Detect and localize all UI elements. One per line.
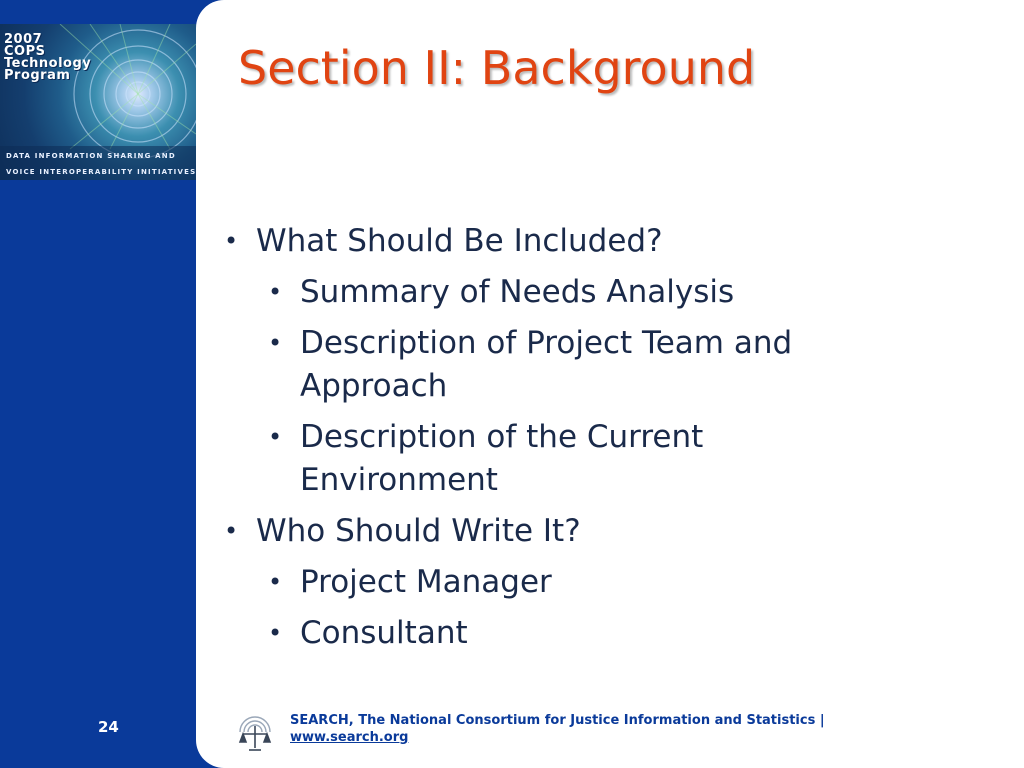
logo-line-program: Program [4, 68, 71, 83]
footer-website-link[interactable]: www.search.org [290, 730, 409, 745]
bullet-icon: • [224, 517, 239, 545]
sub-bullet-text: Summary of Needs Analysis [300, 274, 735, 310]
bullet-item [216, 510, 906, 553]
sub-bullet-item [216, 416, 906, 502]
sub-bullet-text: Project Manager [300, 564, 552, 600]
bullet-icon: • [268, 329, 283, 357]
sub-bullet-item [216, 322, 906, 408]
sidebar [0, 0, 196, 768]
program-logo [0, 24, 196, 180]
sub-bullet-item [216, 612, 906, 655]
scales-of-justice-icon [236, 712, 274, 754]
sub-bullet-text: Description of Project Team and Approach [300, 325, 793, 404]
logo-line-cops: COPS [4, 44, 46, 59]
logo-line-year: 2007 [4, 32, 43, 47]
logo-title [4, 34, 91, 82]
logo-tagline-2: VOICE INTEROPERABILITY INITIATIVES [6, 168, 196, 176]
page-number: 24 [98, 718, 119, 736]
bullet-text: Who Should Write It? [256, 513, 581, 549]
footer-credit [290, 712, 825, 746]
content-panel [196, 0, 1024, 768]
bullet-icon: • [268, 568, 283, 596]
bullet-icon: • [268, 278, 283, 306]
sub-bullet-text: Description of the Current Environment [300, 419, 704, 498]
bullet-list [216, 220, 906, 663]
sub-bullet-item [216, 561, 906, 604]
bullet-item [216, 220, 906, 263]
sub-bullet-item [216, 271, 906, 314]
logo-line-technology: Technology [4, 56, 92, 71]
bullet-icon: • [268, 619, 283, 647]
slide-title: Section II: Background [238, 41, 756, 95]
bullet-text: What Should Be Included? [256, 223, 663, 259]
sub-bullet-text: Consultant [300, 615, 468, 651]
footer-org-text: SEARCH, The National Consortium for Justice Information and Statistics | [290, 713, 825, 728]
bullet-icon: • [224, 227, 239, 255]
bullet-icon: • [268, 423, 283, 451]
logo-tagline-1: DATA INFORMATION SHARING AND [6, 152, 176, 160]
